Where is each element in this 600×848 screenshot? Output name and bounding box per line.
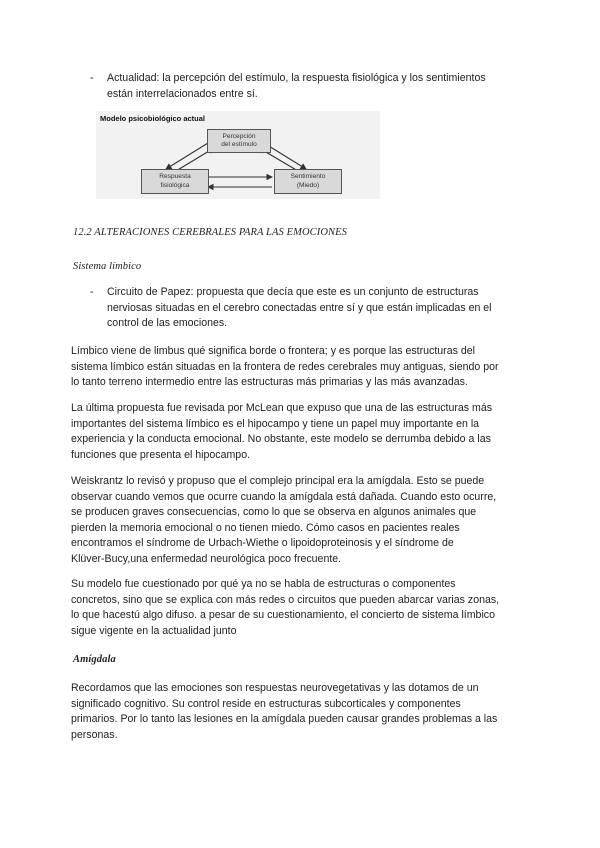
subheading-amygdala: Amígdala bbox=[73, 654, 116, 665]
text-line: Su modelo fue cuestionado por qué ya no se habla de estructuras o componentes bbox=[71, 578, 456, 590]
text-line: sistema límbico están situadas en la frontera de redes cerebrales muy antiguas, siendo por bbox=[71, 360, 499, 373]
text-line: Límbico viene de limbus qué significa borde o frontera; y es porque las estructuras del bbox=[71, 345, 475, 357]
text-line: lo que hacestú algo difuso. a pesar de su cuestionamiento, el concierto de sistema límbico bbox=[71, 609, 495, 622]
bullet-text bbox=[107, 285, 527, 332]
paragraph-limbic-origin bbox=[71, 344, 533, 391]
box-physiological-response bbox=[141, 169, 209, 194]
box-line: (Miedo) bbox=[296, 181, 320, 189]
text-line: primarios. Por lo tanto las lesiones en la amígdala pueden causar grandes problemas a las bbox=[71, 713, 498, 726]
text-line: observar cuando vemos que ocurre cuando la amígdala está dañada. Cuando esto ocurre, bbox=[71, 490, 497, 503]
box-line: fisiológica bbox=[160, 181, 190, 189]
paragraph-model-questioned bbox=[71, 577, 533, 639]
paragraph-amygdala bbox=[71, 681, 533, 743]
box-perception bbox=[207, 129, 271, 153]
text-line: Actualidad: la percepción del estímulo, la respuesta fisiológica y los sentimientos bbox=[107, 72, 486, 84]
text-line: experiencia y la conducta emocional. No obstante, este modelo se derrumba debido a las bbox=[71, 433, 491, 446]
box-line: Percepción bbox=[222, 132, 256, 140]
diagram-title: Modelo psicobiológico actual bbox=[100, 114, 206, 123]
text-line: están interrelacionados entre sí. bbox=[107, 87, 258, 100]
bullet-dash: - bbox=[90, 286, 94, 298]
bullet-text bbox=[107, 71, 527, 102]
psychobiological-model-diagram bbox=[96, 111, 380, 199]
text-line: importantes del sistema límbico es el hipocampo y tiene un papel muy importante en la bbox=[71, 417, 480, 430]
text-line: funciones que presenta el hipocampo. bbox=[71, 448, 251, 461]
text-line: Weiskrantz lo revisó y propuso que el complejo principal era la amígdala. Esto se puede bbox=[71, 475, 485, 487]
text-line: control de las emociones. bbox=[107, 317, 228, 330]
section-heading: 12.2 ALTERACIONES CEREBRALES PARA LAS EMOCIONES bbox=[73, 227, 347, 238]
text-line: se producen graves consecuencias, como lo que se observa en algunos animales que bbox=[71, 506, 477, 519]
text-line: personas. bbox=[71, 728, 118, 741]
text-line: Circuito de Papez: propuesta que decía que este es un conjunto de estructuras bbox=[107, 286, 479, 298]
box-line: del estímulo bbox=[221, 141, 257, 148]
text-line: sigue vigente en la actualidad junto bbox=[71, 624, 237, 637]
text-line: pierden la memoria emocional o no tienen miedo. Cómo casos en pacientes reales bbox=[71, 521, 460, 534]
paragraph-weiskrantz bbox=[71, 474, 533, 568]
paragraph-mclean bbox=[71, 401, 533, 463]
text-line: concretos, sino que se explica con más redes o circuitos que pueden abarcar varias zonas, bbox=[71, 593, 500, 606]
text-line: Recordamos que las emociones son respuestas neurovegetativas y las dotamos de un bbox=[71, 682, 479, 694]
bullet-dash: - bbox=[90, 72, 94, 84]
box-feeling bbox=[274, 169, 342, 194]
text-line: Klüver-Bucy,una enfermedad neurológica poco frecuente. bbox=[71, 552, 342, 565]
box-line: Respuesta bbox=[159, 173, 191, 180]
text-line: significado cognitivo. Su control reside en estructuras subcorticales y componentes bbox=[71, 697, 461, 710]
text-line: nerviosas situadas en el cerebro conectadas entre sí y que están implicadas en el bbox=[107, 301, 492, 314]
text-line: La última propuesta fue revisada por McLean que expuso que una de las estructuras más bbox=[71, 402, 493, 414]
text-line: lo tanto terreno intermedio entre las estructuras más primarias y las más avanzadas. bbox=[71, 376, 468, 389]
box-line: Sentimiento bbox=[290, 173, 326, 180]
text-line: encontramos el síndrome de Urbach-Wiethe o lipoidoproteinosis y el síndrome de bbox=[71, 537, 454, 550]
subheading-limbic-system: Sistema límbico bbox=[73, 261, 142, 272]
